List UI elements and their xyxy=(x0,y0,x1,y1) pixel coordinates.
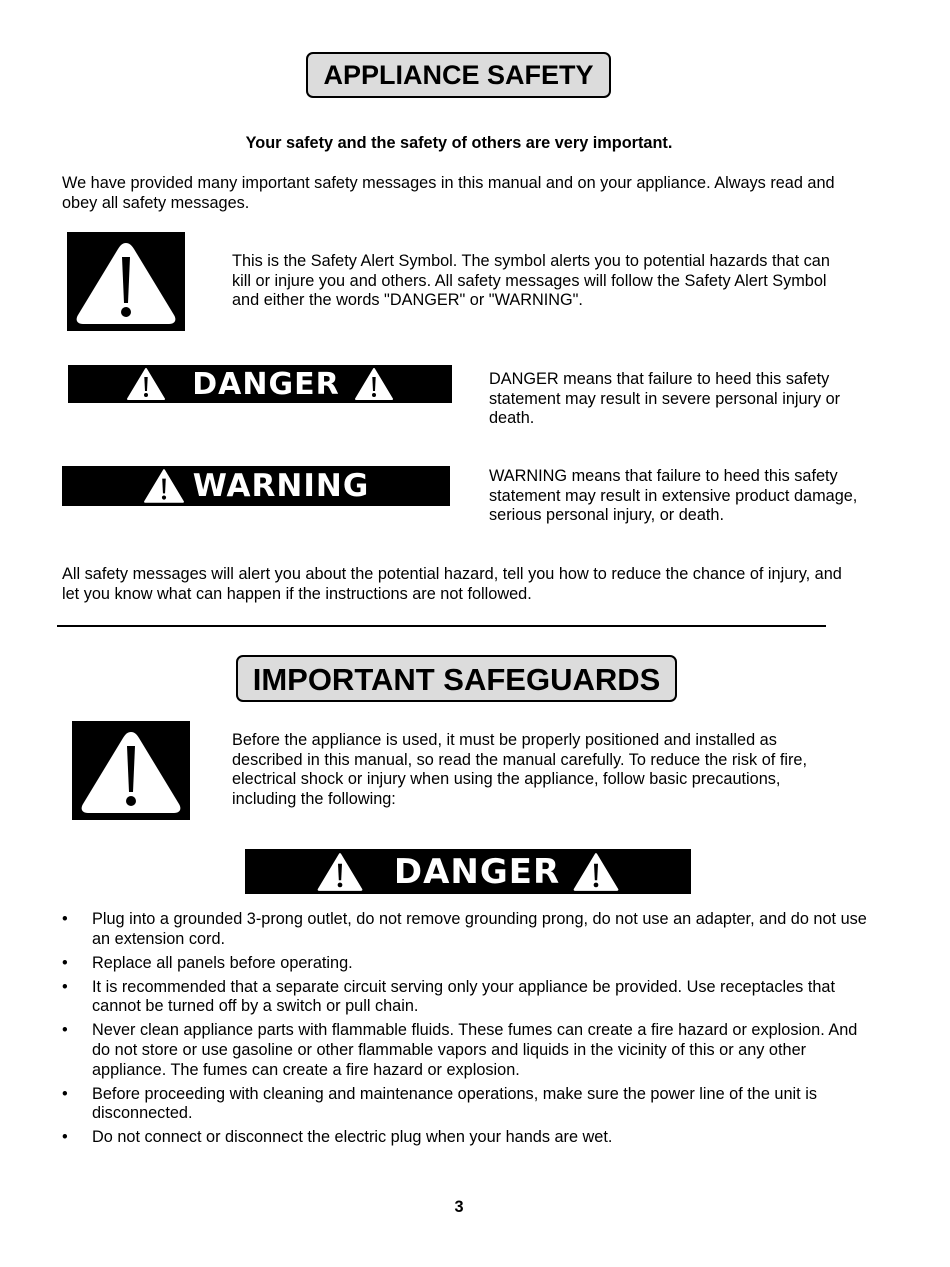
list-item xyxy=(62,1128,872,1148)
alert-symbol-description: This is the Safety Alert Symbol. The symbol alerts you to potential hazards that can kill or injure you and others. All safety messages will follow the Safety Alert Symbol and either the words "DANGER" or "WARNING". xyxy=(232,252,830,310)
list-item xyxy=(62,1085,872,1124)
bullet-marker: • xyxy=(62,910,68,928)
list-item xyxy=(62,978,872,1017)
list-item-text: Before proceeding with cleaning and maintenance operations, make sure the power line of the unit is disconnected. xyxy=(92,1084,817,1123)
important-safeguards-title: IMPORTANT SAFEGUARDS xyxy=(236,655,677,702)
warning-definition: WARNING means that failure to heed this safety statement may result in extensive product damage, serious personal injury, or death. xyxy=(489,467,858,525)
appliance-safety-title: APPLIANCE SAFETY xyxy=(306,52,611,98)
danger-banner-label: DANGER xyxy=(192,366,340,402)
warning-triangle-icon xyxy=(143,468,185,504)
danger-definition: DANGER means that failure to heed this safety statement may result in severe personal injury or death. xyxy=(489,370,841,428)
list-item-text: Replace all panels before operating. xyxy=(92,953,353,972)
list-item xyxy=(62,954,872,974)
page-number: 3 xyxy=(454,1198,464,1216)
bullet-marker: • xyxy=(62,1084,68,1103)
list-item xyxy=(62,1021,872,1080)
warning-triangle-icon xyxy=(316,852,364,892)
danger-banner-label: DANGER xyxy=(393,851,561,892)
list-item-text: It is recommended that a separate circuit serving only your appliance be provided. Use receptacles that cannot be turned off by a switch or pull chain. xyxy=(92,977,835,1016)
bullet-marker: • xyxy=(62,953,68,972)
safeguards-list xyxy=(62,910,872,1153)
bullet-marker: • xyxy=(62,1128,68,1147)
warning-triangle-icon xyxy=(572,852,620,892)
warning-banner xyxy=(62,466,450,506)
safety-closing-paragraph: All safety messages will alert you about the potential hazard, tell you how to reduce the chance of injury, and let you know what can happen if the instructions are not followed. xyxy=(62,565,842,603)
bullet-marker: • xyxy=(62,977,68,996)
safeguards-intro-paragraph: Before the appliance is used, it must be properly positioned and installed as described in this manual, so read the manual carefully. To reduce the risk of fire, electrical shock or injury when using the appliance, follow basic precautions, including the following: xyxy=(232,731,807,808)
section-divider xyxy=(57,625,826,627)
safety-alert-symbol-icon xyxy=(72,721,190,820)
danger-banner xyxy=(68,365,452,403)
warning-triangle-icon xyxy=(126,367,166,401)
safety-importance-heading: Your safety and the safety of others are very important. xyxy=(245,134,673,152)
list-item-text: Do not connect or disconnect the electric plug when your hands are wet. xyxy=(92,1128,613,1147)
safety-intro-paragraph: We have provided many important safety messages in this manual and on your appliance. Always read and obey all safety messages. xyxy=(62,174,835,212)
list-item xyxy=(62,910,872,949)
warning-banner-label: WARNING xyxy=(192,468,370,504)
list-item-text: Never clean appliance parts with flammable fluids. These fumes can create a fire hazard or explosion. And do not store or use gasoline or other flammable vapors and liquids in the vicinity of this or any other appliance. The fumes can create a fire hazard or explosion. xyxy=(92,1021,858,1079)
danger-banner xyxy=(245,849,691,894)
bullet-marker: • xyxy=(62,1021,68,1040)
warning-triangle-icon xyxy=(354,367,394,401)
safety-alert-symbol-icon xyxy=(67,232,185,331)
list-item-text: Plug into a grounded 3-prong outlet, do not remove grounding prong, do not use an adapter, and do not use an extension cord. xyxy=(92,910,867,948)
